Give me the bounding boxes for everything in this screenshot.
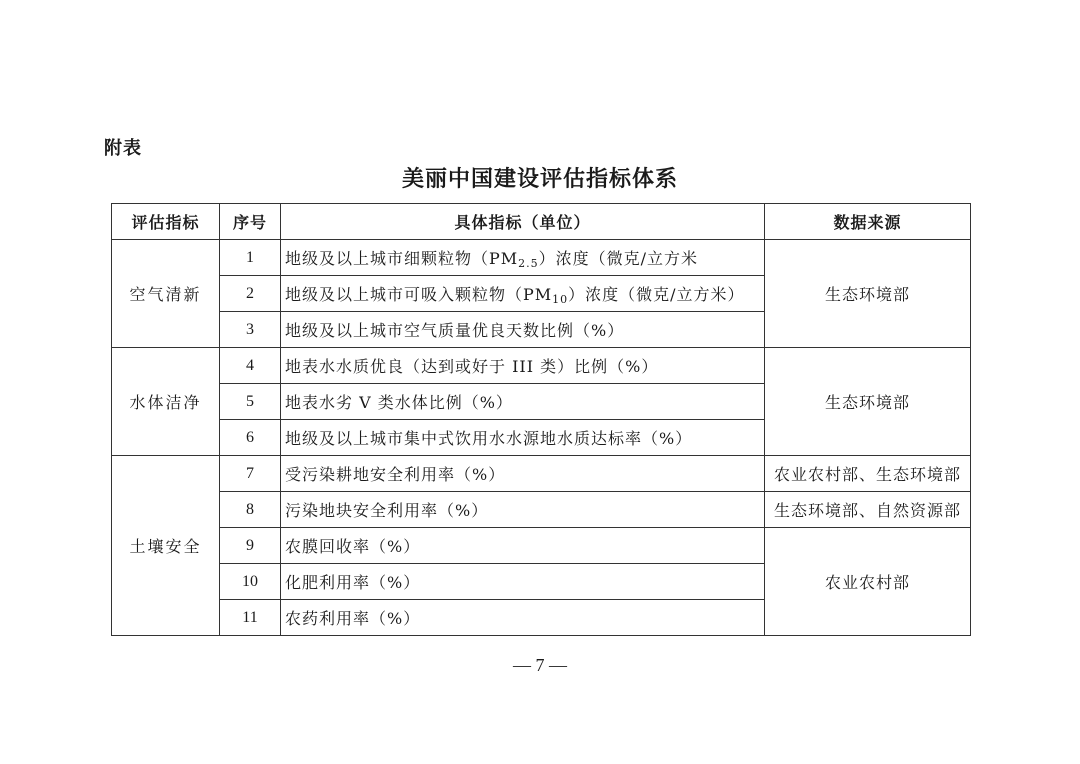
document-title: 美丽中国建设评估指标体系: [401, 167, 678, 192]
indicator-text: ）浓度（微克/立方米: [538, 249, 699, 268]
seq-cell: 2: [220, 276, 281, 312]
indicator-cell: 农膜回收率（%）: [281, 528, 765, 564]
category-cell: 土壤安全: [112, 456, 220, 636]
table-header-row: [112, 204, 971, 240]
indicator-cell: 受污染耕地安全利用率（%）: [281, 456, 765, 492]
header-seq: 序号: [220, 204, 281, 240]
seq-cell: 6: [220, 420, 281, 456]
indicator-cell: [281, 276, 765, 312]
source-cell: 生态环境部、自然资源部: [765, 492, 971, 528]
table-row: [112, 240, 971, 276]
category-cell: 水体洁净: [112, 348, 220, 456]
table-row: [112, 528, 971, 564]
category-cell: 空气清新: [112, 240, 220, 348]
seq-cell: 8: [220, 492, 281, 528]
seq-cell: 4: [220, 348, 281, 384]
indicator-subscript: 2.5: [518, 257, 539, 270]
seq-cell: 9: [220, 528, 281, 564]
indicator-subscript: 10: [552, 293, 569, 306]
page-number: — 7 —: [513, 655, 567, 675]
header-indicator: 具体指标（单位）: [281, 204, 765, 240]
indicator-cell: 地表水水质优良（达到或好于 III 类）比例（%）: [281, 348, 765, 384]
indicator-text: ）浓度（微克/立方米）: [568, 285, 745, 304]
seq-cell: 1: [220, 240, 281, 276]
seq-cell: 5: [220, 384, 281, 420]
source-cell: 生态环境部: [765, 240, 971, 348]
header-source: 数据来源: [765, 204, 971, 240]
indicator-cell: 化肥利用率（%）: [281, 564, 765, 600]
indicator-text: 地级及以上城市可吸入颗粒物（PM: [285, 285, 553, 304]
source-cell: 生态环境部: [765, 348, 971, 456]
source-cell: 农业农村部: [765, 528, 971, 636]
source-cell: 农业农村部、生态环境部: [765, 456, 971, 492]
table-row: [112, 348, 971, 384]
header-category: 评估指标: [112, 204, 220, 240]
appendix-label: 附表: [104, 138, 142, 159]
table-row: [112, 456, 971, 492]
seq-cell: 3: [220, 312, 281, 348]
indicator-cell: 污染地块安全利用率（%）: [281, 492, 765, 528]
indicator-cell: 地级及以上城市空气质量优良天数比例（%）: [281, 312, 765, 348]
table-row: [112, 492, 971, 528]
evaluation-index-table: [111, 203, 971, 636]
indicator-cell: 地表水劣 V 类水体比例（%）: [281, 384, 765, 420]
seq-cell: 7: [220, 456, 281, 492]
seq-cell: 11: [220, 600, 281, 636]
indicator-text: 地级及以上城市细颗粒物（PM: [285, 249, 519, 268]
indicator-cell: 农药利用率（%）: [281, 600, 765, 636]
indicator-cell: 地级及以上城市集中式饮用水水源地水质达标率（%）: [281, 420, 765, 456]
seq-cell: 10: [220, 564, 281, 600]
indicator-cell: [281, 240, 765, 276]
